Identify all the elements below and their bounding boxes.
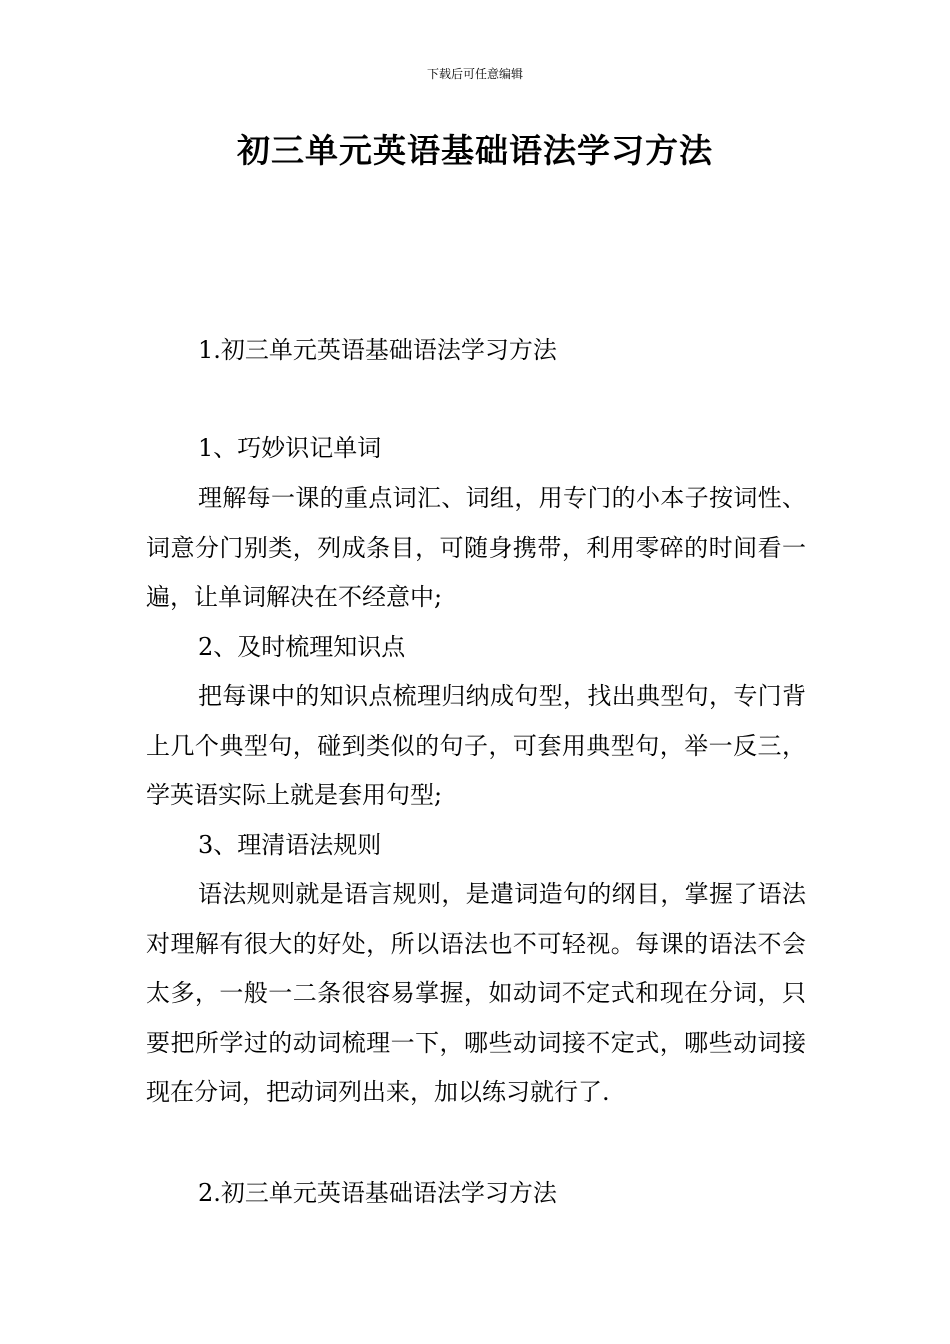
document-title: 初三单元英语基础语法学习方法 [237, 131, 713, 170]
item-3-body: 语法规则就是语言规则，是遣词造句的纲目，掌握了语法对理解有很大的好处，所以语法也不可轻视。每课的语法不会太多，一般一二条很容易掌握，如动词不定式和现在分词，只要把所学过的动词梳理一下，哪些动词接不定式，哪些动词接现在分词，把动词列出来，加以练习就行了. [146, 880, 806, 1107]
item-2-heading: 2、及时梳理知识点 [198, 633, 406, 661]
item-3-heading: 3、理清语法规则 [198, 831, 382, 859]
header-note: 下载后可任意编辑 [426, 67, 523, 81]
section-1-heading: 1.初三单元英语基础语法学习方法 [198, 336, 557, 364]
item-2-body: 把每课中的知识点梳理归纳成句型，找出典型句，专门背上几个典型句，碰到类似的句子，可套用典型句，举一反三，学英语实际上就是套用句型; [146, 682, 806, 810]
item-1-heading: 1、巧妙识记单词 [198, 434, 382, 462]
item-1-body: 理解每一课的重点词汇、词组，用专门的小本子按词性、词意分门别类，列成条目，可随身携带，利用零碎的时间看一遍，让单词解决在不经意中; [146, 484, 806, 612]
section-2-heading: 2.初三单元英语基础语法学习方法 [198, 1179, 557, 1207]
